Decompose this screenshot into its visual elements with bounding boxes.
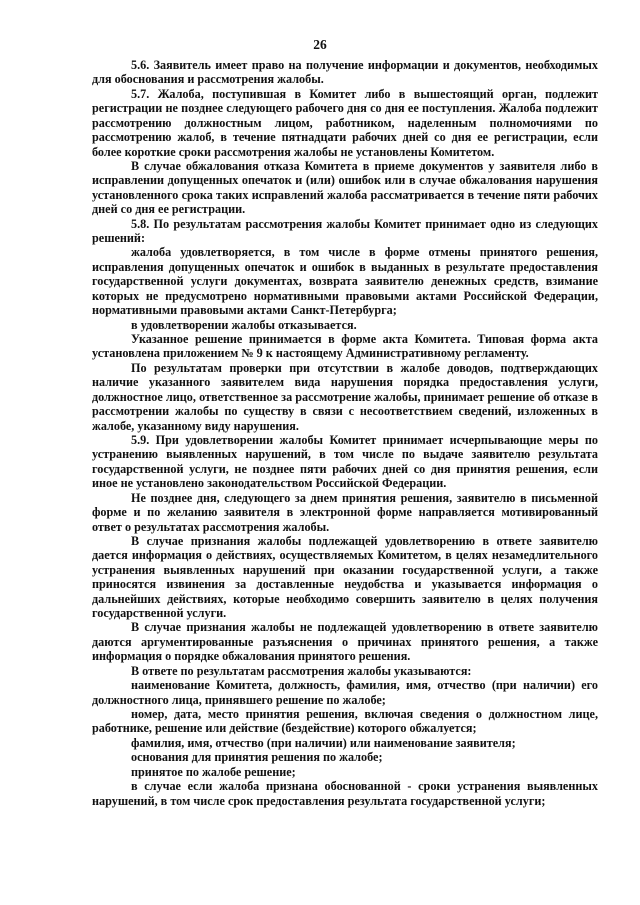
paragraph: В случае признания жалобы подлежащей удовлетворению в ответе заявителю дается информация о действиях, осуществляемых Комитетом, в целях незамедлительного устранения выявленных нарушений при оказании государственной услуги, а также приносятся извинения за доставленные неудобства и указывается информация о дальнейших действиях, которые необходимо совершить заявителю в целях получения государственной услуги. [92, 533, 598, 621]
paragraph: В случае признания жалобы не подлежащей удовлетворению в ответе заявителю даются аргументированные разъяснения о причинах принятого решения, а также информация о порядке обжалования принятого решения. [92, 620, 598, 664]
paragraph: жалоба удовлетворяется, в том числе в форме отмены принятого решения, исправления допущенных опечаток и ошибок в выданных в результате предоставления государственной услуги документах, возврата заявителю денежных средств, взимание которых не предусмотрено нормативными правовыми актами Российской Федерации, нормативными правовыми актами Санкт-Петербурга; [92, 245, 598, 318]
paragraph-5-7: 5.7. Жалоба, поступившая в Комитет либо в вышестоящий орган, подлежит регистрации не позднее следующего рабочего дня со дня ее поступления. Жалоба подлежит рассмотрению должностным лицом, работником, наделенным полномочиями по рассмотрению жалоб, в течение пятнадцати рабочих дней со дня ее регистрации, если более короткие сроки рассмотрения жалобы не установлены Комитетом. [92, 86, 598, 159]
paragraph: основания для принятия решения по жалобе; [131, 750, 383, 765]
paragraph: фамилия, имя, отчество (при наличии) или наименование заявителя; [131, 735, 516, 750]
paragraph-5-6: 5.6. Заявитель имеет право на получение информации и документов, необходимых для обоснования и рассмотрения жалобы. [92, 58, 598, 87]
paragraph: Не позднее дня, следующего за днем принятия решения, заявителю в письменной форме и по желанию заявителя в электронной форме направляется мотивированный ответ о результатах рассмотрения жалобы. [92, 490, 598, 534]
paragraph: принятое по жалобе решение; [131, 764, 296, 779]
paragraph-5-9: 5.9. При удовлетворении жалобы Комитет принимает исчерпывающие меры по устранению выявленных нарушений, в том числе по выдаче заявителю результата государственной услуги, не позднее пяти рабочих дней со дня принятия решения, если иное не установлено законодательством Российской Федерации. [92, 432, 598, 491]
paragraph: В случае обжалования отказа Комитета в приеме документов у заявителя либо в исправлении допущенных опечаток и (или) ошибок или в случае обжалования нарушения установленного срока таких исправлений жалоба рассматривается в течение пяти рабочих дней со дня ее регистрации. [92, 158, 598, 217]
paragraph: в случае если жалоба признана обоснованной - сроки устранения выявленных нарушений, в том числе срок предоставления результата государственной услуги; [92, 779, 598, 808]
document-body [92, 58, 598, 808]
paragraph: номер, дата, место принятия решения, включая сведения о должностном лице, работнике, решение или действие (бездействие) которого обжалуется; [92, 706, 598, 736]
page-number: 26 [313, 37, 327, 52]
paragraph: в удовлетворении жалобы отказывается. [131, 317, 357, 332]
paragraph: В ответе по результатам рассмотрения жалобы указываются: [131, 663, 472, 678]
paragraph-5-8: 5.8. По результатам рассмотрения жалобы Комитет принимает одно из следующих решений: [92, 216, 598, 246]
paragraph: По результатам проверки при отсутствии в жалобе доводов, подтверждающих наличие указанного заявителем вида нарушения порядка предоставления услуги, должностное лицо, ответственное за рассмотрение жалобы, принимает решение об отказе в рассмотрении жалобы по существу в связи с несоответствием сведений, изложенных в жалобе, указанному виду нарушения. [92, 360, 598, 433]
paragraph: Указанное решение принимается в форме акта Комитета. Типовая форма акта установлена приложением № 9 к настоящему Административному регламенту. [92, 332, 598, 361]
paragraph: наименование Комитета, должность, фамилия, имя, отчество (при наличии) его должностного лица, принявшего решение по жалобе; [92, 678, 598, 707]
